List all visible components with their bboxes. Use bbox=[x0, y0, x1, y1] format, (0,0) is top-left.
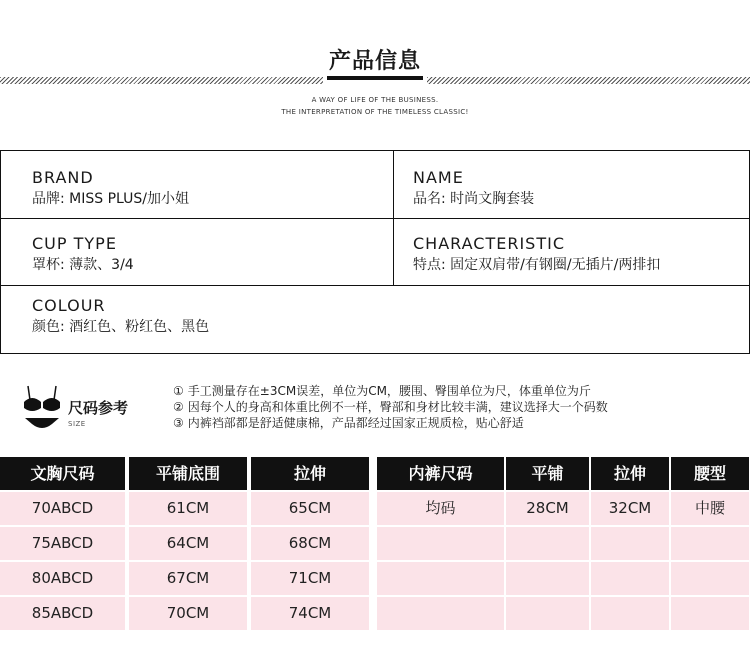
table-cell bbox=[377, 597, 504, 630]
bra-panty-icon bbox=[22, 384, 62, 432]
table-cell: 75ABCD bbox=[0, 527, 125, 560]
note-number: ① bbox=[173, 384, 184, 398]
table-cell bbox=[377, 562, 504, 595]
table-cell bbox=[591, 562, 669, 595]
bra-size-table bbox=[0, 457, 369, 630]
table-header-cell: 平铺 bbox=[506, 457, 589, 490]
table-cell: 32CM bbox=[591, 492, 669, 525]
table-cell bbox=[671, 562, 749, 595]
table-header-row bbox=[377, 457, 749, 490]
table-cell: 85ABCD bbox=[0, 597, 125, 630]
table-row bbox=[0, 597, 369, 630]
table-cell: 64CM bbox=[129, 527, 247, 560]
note-item bbox=[173, 415, 608, 431]
colour-cell bbox=[32, 296, 209, 337]
table-cell: 80ABCD bbox=[0, 562, 125, 595]
table-row bbox=[0, 527, 369, 560]
brand-value: 品牌: MISS PLUS/加小姐 bbox=[32, 191, 189, 207]
table-cell: 71CM bbox=[251, 562, 369, 595]
cup-type-value: 罩杯: 薄款、3/4 bbox=[32, 257, 134, 273]
table-header-cell: 腰型 bbox=[671, 457, 749, 490]
tagline-1: A WAY OF LIFE OF THE BUSINESS. bbox=[311, 96, 439, 104]
table-cell: 70ABCD bbox=[0, 492, 125, 525]
table-header-cell: 文胸尺码 bbox=[0, 457, 125, 490]
note-text: 内裤裆部都是舒适健康棉，产品都经过国家正规质检，贴心舒适 bbox=[187, 416, 524, 430]
table-cell: 68CM bbox=[251, 527, 369, 560]
hatch-divider-right bbox=[427, 77, 750, 84]
divider-row-1 bbox=[1, 218, 749, 219]
table-row bbox=[0, 562, 369, 595]
table-cell: 中腰 bbox=[671, 492, 749, 525]
table-header-cell: 内裤尺码 bbox=[377, 457, 504, 490]
hatch-divider-left bbox=[0, 77, 323, 84]
table-cell: 28CM bbox=[506, 492, 589, 525]
table-row bbox=[377, 527, 749, 560]
colour-label: COLOUR bbox=[32, 296, 106, 315]
table-cell: 74CM bbox=[251, 597, 369, 630]
characteristic-value: 特点: 固定双肩带/有钢圈/无插片/两排扣 bbox=[413, 257, 661, 273]
table-cell: 均码 bbox=[377, 492, 504, 525]
note-text: 因每个人的身高和体重比例不一样，臀部和身材比较丰满，建议选择大一个码数 bbox=[187, 400, 608, 414]
table-cell bbox=[591, 527, 669, 560]
table-cell bbox=[377, 527, 504, 560]
table-cell: 61CM bbox=[129, 492, 247, 525]
brand-cell bbox=[32, 168, 189, 209]
table-cell: 70CM bbox=[129, 597, 247, 630]
name-value: 品名: 时尚文胸套装 bbox=[413, 191, 535, 207]
table-cell bbox=[671, 527, 749, 560]
table-header-cell: 平铺底围 bbox=[129, 457, 247, 490]
size-notes bbox=[173, 383, 608, 431]
characteristic-label: CHARACTERISTIC bbox=[413, 234, 565, 253]
name-cell bbox=[413, 168, 534, 209]
table-header-row bbox=[0, 457, 369, 490]
size-reference-label: 尺码参考 bbox=[68, 399, 129, 417]
brand-label: BRAND bbox=[32, 168, 94, 187]
characteristic-cell bbox=[413, 234, 660, 275]
table-cell bbox=[506, 562, 589, 595]
cup-type-label: CUP TYPE bbox=[32, 234, 117, 253]
note-item bbox=[173, 399, 608, 415]
table-cell: 67CM bbox=[129, 562, 247, 595]
table-cell: 65CM bbox=[251, 492, 369, 525]
table-header-cell: 拉伸 bbox=[251, 457, 369, 490]
size-reference-sub: SIZE bbox=[68, 420, 86, 428]
tagline-2: THE INTERPRETATION OF THE TIMELESS CLASSIC! bbox=[281, 108, 469, 116]
panty-size-table bbox=[377, 457, 749, 630]
table-row bbox=[377, 562, 749, 595]
table-row bbox=[0, 492, 369, 525]
table-row bbox=[377, 597, 749, 630]
product-info-box bbox=[0, 150, 750, 354]
cup-type-cell bbox=[32, 234, 134, 275]
table-header-cell: 拉伸 bbox=[591, 457, 669, 490]
table-cell bbox=[506, 527, 589, 560]
note-number: ③ bbox=[173, 416, 184, 430]
divider-row-2 bbox=[1, 285, 749, 286]
note-item bbox=[173, 383, 608, 399]
title-underline bbox=[327, 76, 423, 80]
table-cell bbox=[671, 597, 749, 630]
name-label: NAME bbox=[413, 168, 464, 187]
note-number: ② bbox=[173, 400, 184, 414]
note-text: 手工测量存在±3CM误差，单位为CM，腰围、臀围单位为尺，体重单位为斤 bbox=[187, 384, 591, 398]
colour-value: 颜色: 酒红色、粉红色、黑色 bbox=[32, 319, 210, 335]
table-row bbox=[377, 492, 749, 525]
table-cell bbox=[591, 597, 669, 630]
table-cell bbox=[506, 597, 589, 630]
page-title: 产品信息 bbox=[328, 49, 421, 74]
